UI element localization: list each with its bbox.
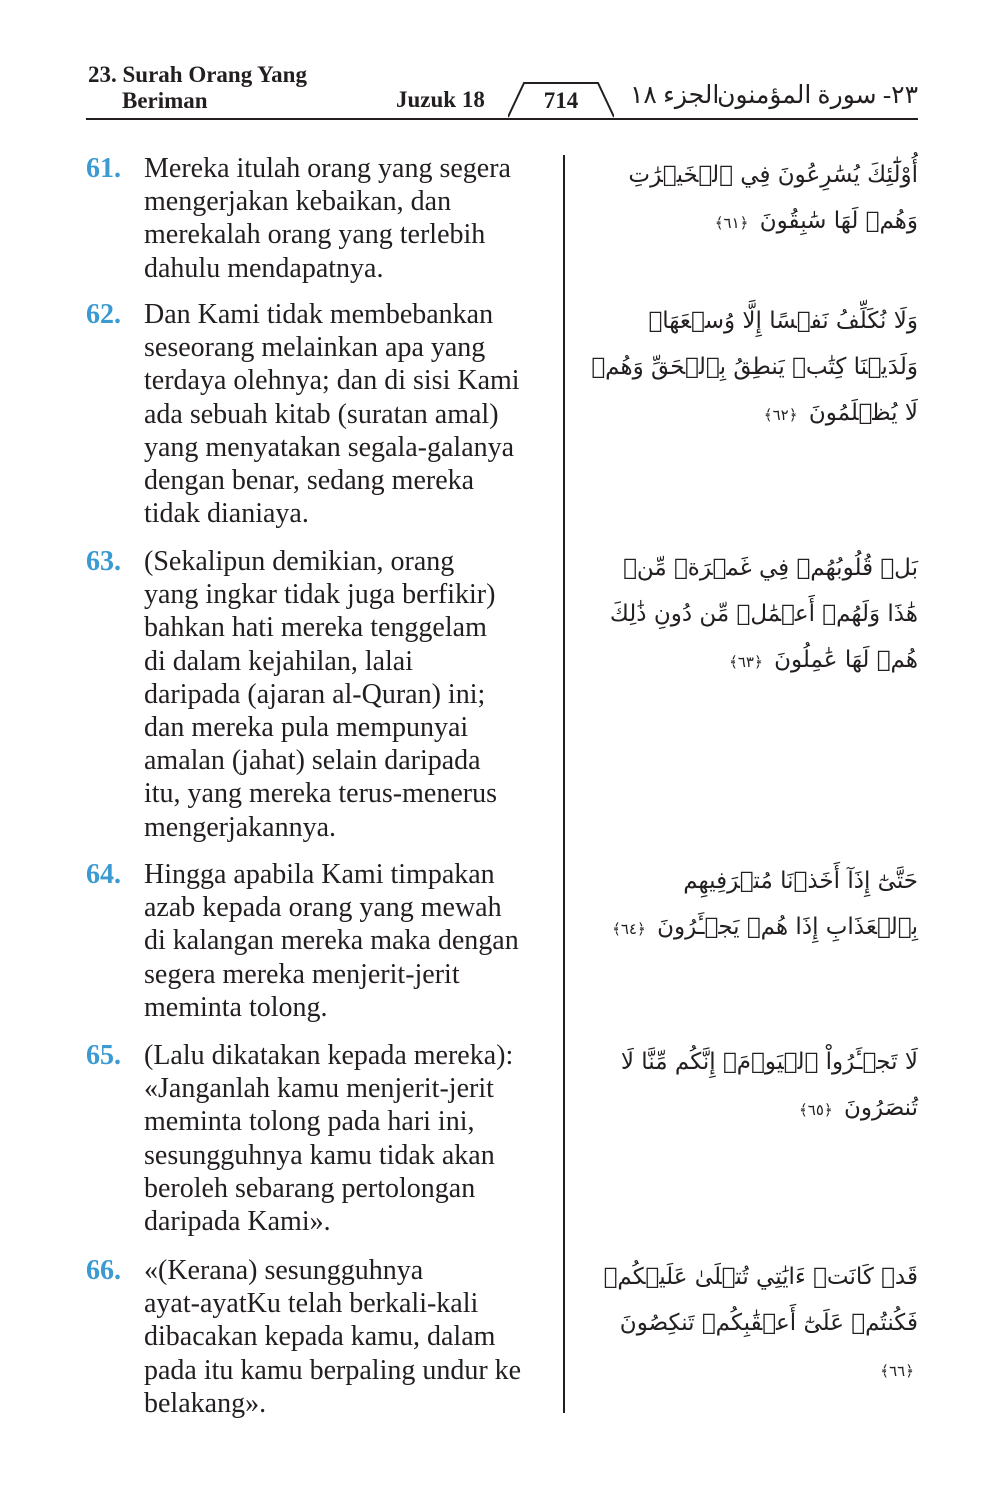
page-number-frame [508,80,614,118]
verse-translation: Dan Kami tidak membebankan seseorang melainkan apa yang terdaya olehnya; dan di sisi Kami ada sebuah kitab (suratan amal) yang menyatakan segala-galanya dengan benar, sedang mereka tidak dianiaya. [144,299,520,530]
juzuk-label: Juzuk 18 [396,87,485,112]
surah-title [88,62,307,114]
verse-arabic-text: حَتَّىٰٓ إِذَآ أَخَذۡنَا مُتۡرَفِيهِم بِٱلۡعَذَابِ إِذَا هُمۡ يَجۡـَٔرُونَ [657,868,918,940]
verse-number: 63. [86,546,121,577]
header-rule [86,118,918,120]
verse-arabic-text: لَا تَجۡـَٔرُواْ ٱلۡيَوۡمَۖ إِنَّكُم مِّنَّا لَا تُنصَرُونَ [620,1049,918,1121]
verse-arabic-text: قَدۡ كَانَتۡ ءَايَٰتِي تُتۡلَىٰ عَلَيۡكُمۡ فَكُنتُمۡ عَلَىٰٓ أَعۡقَٰبِكُمۡ تَنكِصُونَ [603,1264,918,1336]
surah-title-line1: 23. Surah Orang Yang [88,62,307,87]
verse-translation: Mereka itulah orang yang segera mengerjakan kebaikan, dan merekalah orang yang terlebih dahulu mendapatnya. [144,153,511,284]
ayah-marker: ﴿٦٣﴾ [729,653,763,671]
verse-number: 65. [86,1040,121,1071]
verse-arabic [588,298,918,438]
ayah-marker: ﴿٦١﴾ [714,214,749,232]
ayah-marker-number: ٦٦ [889,1362,906,1380]
verse-number: 62. [86,299,121,330]
page-header [0,0,1000,130]
verse-arabic [588,545,918,685]
ayah-marker-number: ٦٣ [737,653,754,671]
verse-arabic-text: أُوْلَٰٓئِكَ يُسَٰرِعُونَ فِي ٱلۡخَيۡرَٰتِ وَهُمۡ لَهَا سَٰبِقُونَ [628,162,918,234]
verse-number: 66. [86,1255,121,1286]
column-divider [563,155,565,1413]
verse-arabic [588,1039,918,1133]
verse-arabic-text: وَلَا نُكَلِّفُ نَفۡسًا إِلَّا وُسۡعَهَاۚ وَلَدَيۡنَا كِتَٰبٞ يَنطِقُ بِٱلۡحَقِّ وَهُمۡ لَا يُظۡلَمُونَ [591,308,918,426]
ayah-marker: ﴿٦٥﴾ [798,1101,833,1119]
ayah-marker-number: ٦١ [723,214,740,232]
verse-translation: (Lalu dikatakan kepada mereka): «Janganlah kamu menjerit-jerit meminta tolong pada hari ini, sesungguhnya kamu tidak akan beroleh sebarang pertolongan daripada Kami». [144,1040,514,1238]
ayah-marker: ﴿٦٤﴾ [612,920,646,938]
page-number: 714 [543,88,579,113]
verse-arabic-text: بَلۡ قُلُوبُهُمۡ فِي غَمۡرَةٖ مِّنۡ هَٰذَا وَلَهُمۡ أَعۡمَٰلٞ مِّن دُونِ ذَٰلِكَ هُمۡ لَهَا عَٰمِلُونَ [609,555,918,673]
ayah-marker-number: ٦٤ [620,920,637,938]
verse-arabic [588,858,918,952]
verse-translation: «(Kerana) sesungguhnya ayat-ayatKu telah berkali-kali dibacakan kepada kamu, dalam pada itu kamu berpaling undur ke belakang». [144,1255,522,1419]
surah-title-line2: Beriman [122,88,208,113]
ayah-marker-number: ٦٥ [807,1101,824,1119]
verse-arabic [588,1254,918,1394]
ayah-marker: ﴿٦٦﴾ [880,1362,914,1380]
ayah-marker: ﴿٦٢﴾ [763,406,798,424]
ayah-marker-number: ٦٢ [772,406,789,424]
verse-translation: Hingga apabila Kami timpakan azab kepada orang yang mewah di kalangan mereka maka dengan segera mereka menjerit-jerit meminta tolong. [144,859,519,1023]
verse-number: 61. [86,153,121,184]
surah-arabic: ٢٣- سورة المؤمنون [717,82,918,109]
juz-arabic: الجزء ١٨ [630,82,720,109]
verse-translation: (Sekalipun demikian, orang yang ingkar tidak juga berfikir) bahkan hati mereka tenggelam di dalam kejahilan, lalai daripada (ajaran al-Quran) ini; dan mereka pula mempunyai amalan (jahat) selain daripada itu, yang mereka terus-menerus mengerjakannya. [144,546,497,843]
verse-number: 64. [86,859,121,890]
verse-arabic [588,152,918,246]
